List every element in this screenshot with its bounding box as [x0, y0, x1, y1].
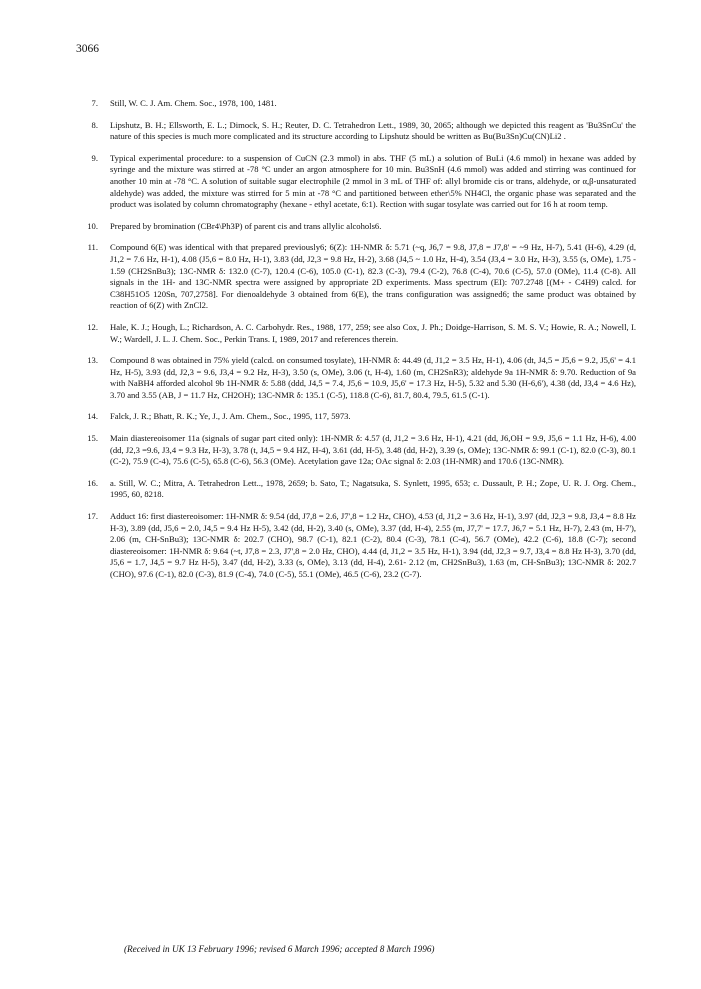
endnote-17: [76, 511, 636, 581]
endnote-number: 8.: [91, 119, 98, 130]
endnote-text: Compound 6(E) was identical with that prepared previously6; 6(Z): 1H-NMR δ: 5.71 (~q, J6,7 = 9.8, J7,8 = J7,8' = ~9 Hz, H-7), 5.41 (H-6), 4.29 (d, J1,2 = 7.6 Hz, H-1), 4.08 (J5,6 = 8.0 Hz, H-1), 3.83 (dd, J2,3 = 9.8 Hz, H-2), 3.68 (J4,5 ~ 1.0 Hz, H-4), 3.54 (J3,4 = 3.0 Hz, H-3), 3.55 (s, OMe), 1.75 - 1.59 (CH2SnBu3); 13C-NMR δ: 132.0 (C-7), 120.4 (C-6), 105.0 (C-1), 82.3 (C-3), 79.4 (C-2), 76.8 (C-4), 70.6 (C-5), 57.0 (OMe), 11.4 (C-8). All signals in the 1H- and 13C-NMR spectra were assigned by appropriate 2D experiments. Mass spectrum (EI): 707.2748 [(M+ - C4H9) calcd. for C38H51O5 120Sn, 707,2758]. For dienoaldehyde 3 obtained from 6(E), the trans configuration was assigned6; the same product was obtained by reaction of 6(Z) with ZnCl2.: [110, 242, 636, 311]
endnote-7: [76, 98, 636, 110]
endnote-number: 10.: [87, 220, 98, 231]
endnote-number: 12.: [87, 321, 98, 332]
endnote-number: 7.: [91, 98, 98, 108]
endnote-number: 9.: [91, 152, 98, 163]
endnote-text: Adduct 16: first diastereoisomer: 1H-NMR δ: 9.54 (dd, J7,8 = 2.6, J7',8 = 1.2 Hz, CHO), 4.53 (d, J1,2 = 3.6 Hz, H-1), 3.97 (dd, J2,3 = 9.8, J3,4 = 8.8 Hz H-3), 3.89 (dd, J5,6 = 2.0, J4,5 = 9.4 Hz H-5), 3.42 (dd, H-2), 3.40 (s, OMe), 3.37 (dd, H-4), 2.55 (m, J7,7' = 17.7, J6,7 = 5.1 Hz, H-7), 2.43 (m, H-7'), 2.06 (m, CH-SnBu3); 13C-NMR δ: 202.7 (CHO), 98.7 (C-1), 82.1 (C-2), 80.4 (C-3), 78.1 (C-4), 56.7 (OMe), 42.2 (C-6), 18.8 (C-7); second diastereoisomer: 1H-NMR δ: 9.64 (~t, J7,8 = 2.3, J7',8 = 2.0 Hz, CHO), 4.44 (d, J1,2 = 3.5 Hz, H-1), 3.94 (dd, J2,3 = 9.7, J3,4 = 8.8 Hz H-3), 3.70 (dd, J5,6 = 1.7, J4,5 = 9.7 Hz H-5), 3.47 (dd, H-2), 3.33 (s, OMe), 3.13 (dd, H-4), 2.61- 2.12 (m, CH2SnBu3), 1.63 (m, CH-SnBu3); 13C-NMR δ: 202.7 (CHO), 97.6 (C-1), 82.0 (C-3), 81.9 (C-4), 74.0 (C-5), 55.1 (OMe), 46.5 (C-6), 23.2 (C-7).: [110, 511, 636, 579]
endnote-13: [76, 355, 636, 401]
endnote-number: 13.: [87, 355, 98, 366]
endnote-text: Hale, K. J.; Hough, L.; Richardson, A. C. Carbohydr. Res., 1988, 177, 259; see also Cox, J. Ph.; Doidge-Harrison, S. M. S. V.; Howie, R. A.; Nowell, I. W.; Wardell, J. L. J. Chem. Soc., Perkin Trans. I, 1989, 2017 and references therein.: [110, 321, 636, 344]
endnote-text: Falck, J. R.; Bhatt, R. K.; Ye, J., J. Am. Chem., Soc., 1995, 117, 5973.: [110, 411, 351, 422]
endnote-text: a. Still, W. C.; Mitra, A. Tetrahedron Lett.., 1978, 2659; b. Sato, T.; Nagatsuka, S. Synlett, 1995, 653; c. Dussault, P. H.; Zope, U. R. J. Org. Chem., 1995, 60, 8218.: [110, 477, 636, 500]
endnote-number: 11.: [87, 242, 98, 253]
endnote-14: [76, 411, 636, 423]
endnote-number: 17.: [87, 511, 98, 522]
endnote-15: [76, 433, 636, 468]
endnote-10: [76, 221, 636, 233]
endnote-text: Still, W. C. J. Am. Chem. Soc., 1978, 100, 1481.: [110, 98, 277, 108]
endnote-number: 15.: [87, 433, 98, 444]
endnote-text: Typical experimental procedure: to a suspension of CuCN (2.3 mmol) in abs. THF (5 mL) a solution of BuLi (4.6 mmol) in hexane was added by syringe and the mixture was stirred at -78 °C under an argon atmosphere for 10 min. Bu3SnH (4.6 mmol) was added and stirring was continued for another 10 min at -78 °C. A solution of suitable sugar electrophile (2 mmol in 3 mL of THF of: allyl bromide cis or trans, aldehyde, or α,β-unsaturated aldehyde) was added, the mixture was stirred for 5 min at -78 °C and partitioned between ether\5% NH4Cl, the organic phase was separated and the product was isolated by column chromatography (hexane - ethyl acetate, 6:1). Rection with sugar tosylate was carried out for 16 h at room temp.: [110, 152, 636, 210]
endnote-16: [76, 478, 636, 501]
endnote-text: Lipshutz, B. H.; Ellsworth, E. L.; Dimock, S. H.; Reuter, D. C. Tetrahedron Lett., 1989, 30, 2065; although we depicted this reagent as 'Bu3SnCu' the nature of this species is much more complicated and its structure according to Lipshutz should be written as Bu(Bu3Sn)Cu(CN)Li2 .: [110, 119, 636, 142]
page-number: 3066: [76, 43, 99, 55]
endnote-9: [76, 153, 636, 211]
endnote-text: Prepared by bromination (CBr4\Ph3P) of parent cis and trans allylic alcohols6.: [110, 220, 382, 231]
endnote-11: [76, 242, 636, 312]
received-dates: (Received in UK 13 February 1996; revised 6 March 1996; accepted 8 March 1996): [124, 944, 435, 954]
endnote-text: Main diastereoisomer 11a (signals of sugar part cited only): 1H-NMR δ: 4.57 (d, J1,2 = 3.6 Hz, H-1), 4.21 (dd, J6,OH = 9.9, J5,6 = 1.1 Hz, H-6), 4.00 (dd, J2,3 =9.6, J3,4 = 9.3 Hz, H-3), 3.78 (t, J4,5 = 9.4 HZ, H-4), 3.61 (dd, H-5), 3.48 (dd, H-2), 3.39 (s, OMe); 13C-NMR δ: 99.1 (C-1), 82.0 (C-3), 80.1 (C-2), 75.9 (C-4), 75.6 (C-5), 65.8 (C-6), 56.3 (OMe). Acetylation gave 12a; OAc signal δ: 2.03 (1H-NMR) and 170.6 (13C-NMR).: [110, 433, 636, 467]
endnote-number: 14.: [87, 411, 98, 422]
endnote-12: [76, 322, 636, 345]
endnotes-list: [76, 98, 636, 591]
endnote-number: 16.: [87, 477, 98, 488]
endnote-text: Compound 8 was obtained in 75% yield (calcd. on consumed tosylate), 1H-NMR δ: 44.49 (d, J1,2 = 3.5 Hz, H-1), 4.06 (dt, J4,5 = J5,6 = 9.2, J5,6' = 4.1 Hz, H-5), 3.93 (dd, J2,3 = 9.6, J3,4 = 9.2 Hz, H-3), 3.50 (s, OMe), 3.06 (t, H-4), 1.60 (m, CH2SnR3); aldehyde 9a 1H-NMR δ: 9.70. Reduction of 9a with NaBH4 afforded alcohol 9b 1H-NMR δ: 5.88 (ddd, J4,5 = 7.4, J5,6 = 10.9, J5,6' = 17.3 Hz, H-5), 5.32 and 5.30 (H-6,6'), 4.38 (dd, J3,4 = 4.6 Hz), 3.70 and 3.55 (AB, J = 11.7 Hz, CH2OH); 13C-NMR δ: 135.1 (C-5), 118.8 (C-6), 81.7, 80.4, 79.5, 61.5 (C-1).: [110, 355, 636, 400]
endnote-8: [76, 120, 636, 143]
